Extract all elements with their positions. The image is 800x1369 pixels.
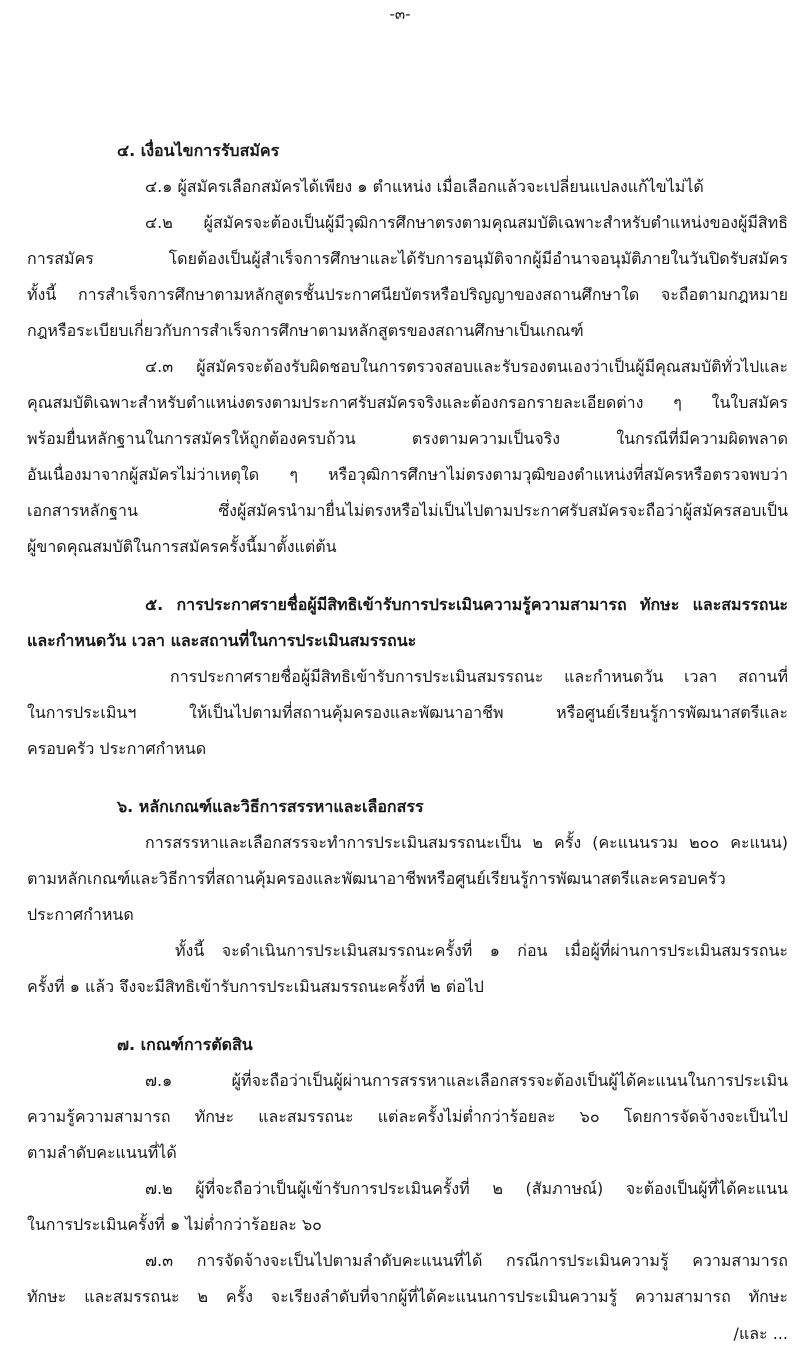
paragraph-line: อันเนื่องมาจากผู้สมัครไม่ว่าเหตุใด ๆ หรือวุฒิการศึกษาไม่ตรงตามวุฒิของตำแหน่งที่สมัครหรือตรวจพบว่า — [27, 465, 788, 484]
paragraph-line: ๔.๓ ผู้สมัครจะต้องรับผิดชอบในการตรวจสอบและรับรองตนเองว่าเป็นผู้มีคุณสมบัติทั่วไปและ — [145, 357, 788, 376]
paragraph-line: ครั้งที่ ๑ แล้ว จึงจะมีสิทธิเข้ารับการประเมินสมรรถนะครั้งที่ ๒ ต่อไป — [27, 977, 484, 996]
paragraph-line: ตามหลักเกณฑ์และวิธีการที่สถานคุ้มครองและพัฒนาอาชีพหรือศูนย์เรียนรู้การพัฒนาสตรีและครอบครัว — [27, 869, 726, 888]
paragraph-line: ครอบครัว ประกาศกำหนด — [27, 739, 207, 758]
section-7 — [0, 1027, 788, 1315]
paragraph-line: การสมัคร โดยต้องเป็นผู้สำเร็จการศึกษาและได้รับการอนุมัติจากผู้มีอำนาจอนุมัติภายในวันปิดรับสมัคร — [27, 249, 788, 268]
section-heading: และกำหนดวัน เวลา และสถานที่ในการประเมินสมรรถนะ — [27, 631, 417, 650]
paragraph-line: ๔.๑ ผู้สมัครเลือกสมัครได้เพียง ๑ ตำแหน่ง เมื่อเลือกแล้วจะเปลี่ยนแปลงแก้ไขไม่ได้ — [145, 177, 704, 196]
paragraph-line: พร้อมยื่นหลักฐานในการสมัครให้ถูกต้องครบถ้วน ตรงตามความเป็นจริง ในกรณีที่มีความผิดพลาด — [27, 429, 788, 448]
paragraph-line: กฎหรือระเบียบเกี่ยวกับการสำเร็จการศึกษาตามหลักสูตรของสถานศึกษาเป็นเกณฑ์ — [27, 321, 584, 340]
section-heading: ๗. เกณฑ์การตัดสิน — [117, 1035, 253, 1054]
section-4 — [0, 133, 788, 565]
section-5 — [0, 587, 788, 767]
paragraph-line: ทั้งนี้ การสำเร็จการศึกษาตามหลักสูตรชั้นประกาศนียบัตรหรือปริญญาของสถานศึกษาใด จะถือตามกฎหมาย — [27, 285, 788, 304]
section-heading: ๖. หลักเกณฑ์และวิธีการสรรหาและเลือกสรร — [117, 797, 424, 816]
page-number: -๓- — [389, 5, 411, 23]
section-heading: ๔. เงื่อนไขการรับสมัคร — [117, 141, 280, 160]
paragraph-line: ทั้งนี้ จะดำเนินการประเมินสมรรถนะครั้งที่ ๑ ก่อน เมื่อผู้ที่ผ่านการประเมินสมรรถนะ — [175, 941, 788, 960]
paragraph-line: ผู้ขาดคุณสมบัติในการสมัครครั้งนี้มาตั้งแต่ต้น — [27, 537, 337, 556]
paragraph-line: ในการประเมินฯ ให้เป็นไปตามที่สถานคุ้มครองและพัฒนาอาชีพ หรือศูนย์เรียนรู้การพัฒนาสตรีและ — [27, 703, 788, 722]
continuation-marker: /และ ... — [733, 1324, 788, 1343]
paragraph-line: คุณสมบัติเฉพาะสำหรับตำแหน่งตรงตามประกาศรับสมัครจริงและต้องกรอกรายละเอียดต่าง ๆ ในใบสมัคร — [27, 393, 788, 412]
paragraph-line: ๗.๑ ผู้ที่จะถือว่าเป็นผู้ผ่านการสรรหาและเลือกสรรจะต้องเป็นผู้ได้คะแนนในการประเมิน — [145, 1071, 788, 1090]
paragraph-line: การสรรหาและเลือกสรรจะทำการประเมินสมรรถนะเป็น ๒ ครั้ง (คะแนนรวม ๒๐๐ คะแนน) — [145, 833, 788, 852]
paragraph-line: ๔.๒ ผู้สมัครจะต้องเป็นผู้มีวุฒิการศึกษาตรงตามคุณสมบัติเฉพาะสำหรับตำแหน่งของผู้มีสิทธิ — [145, 213, 788, 232]
paragraph-line: ในการประเมินครั้งที่ ๑ ไม่ต่ำกว่าร้อยละ ๖๐ — [27, 1215, 322, 1234]
section-heading: ๕. การประกาศรายชื่อผู้มีสิทธิเข้ารับการประเมินความรู้ความสามารถ ทักษะ และสมรรถนะ — [145, 595, 788, 614]
paragraph-line: ทักษะ และสมรรถนะ ๒ ครั้ง จะเรียงลำดับที่จากผู้ที่ได้คะแนนการประเมินความรู้ ความสามารถ ทักษะ — [27, 1287, 788, 1306]
paragraph-line: ตามลำดับคะแนนที่ได้ — [27, 1143, 177, 1162]
paragraph-line: ๗.๒ ผู้ที่จะถือว่าเป็นผู้เข้ารับการประเมินครั้งที่ ๒ (สัมภาษณ์) จะต้องเป็นผู้ที่ได้คะแนน — [145, 1179, 788, 1198]
paragraph-line: ๗.๓ การจัดจ้างจะเป็นไปตามลำดับคะแนนที่ได้ กรณีการประเมินความรู้ ความสามารถ — [145, 1251, 788, 1270]
paragraph-line: การประกาศรายชื่อผู้มีสิทธิเข้ารับการประเมินสมรรถนะ และกำหนดวัน เวลา สถานที่ — [170, 667, 788, 686]
paragraph-line: ประกาศกำหนด — [27, 905, 134, 924]
paragraph-line: ความรู้ความสามารถ ทักษะ และสมรรถนะ แต่ละครั้งไม่ต่ำกว่าร้อยละ ๖๐ โดยการจัดจ้างจะเป็นไป — [27, 1107, 788, 1126]
paragraph-line: เอกสารหลักฐาน ซึ่งผู้สมัครนำมายื่นไม่ตรงหรือไม่เป็นไปตามประกาศรับสมัครจะถือว่าผู้สมัครสอบเป็น — [27, 501, 788, 520]
section-6 — [0, 789, 788, 1005]
